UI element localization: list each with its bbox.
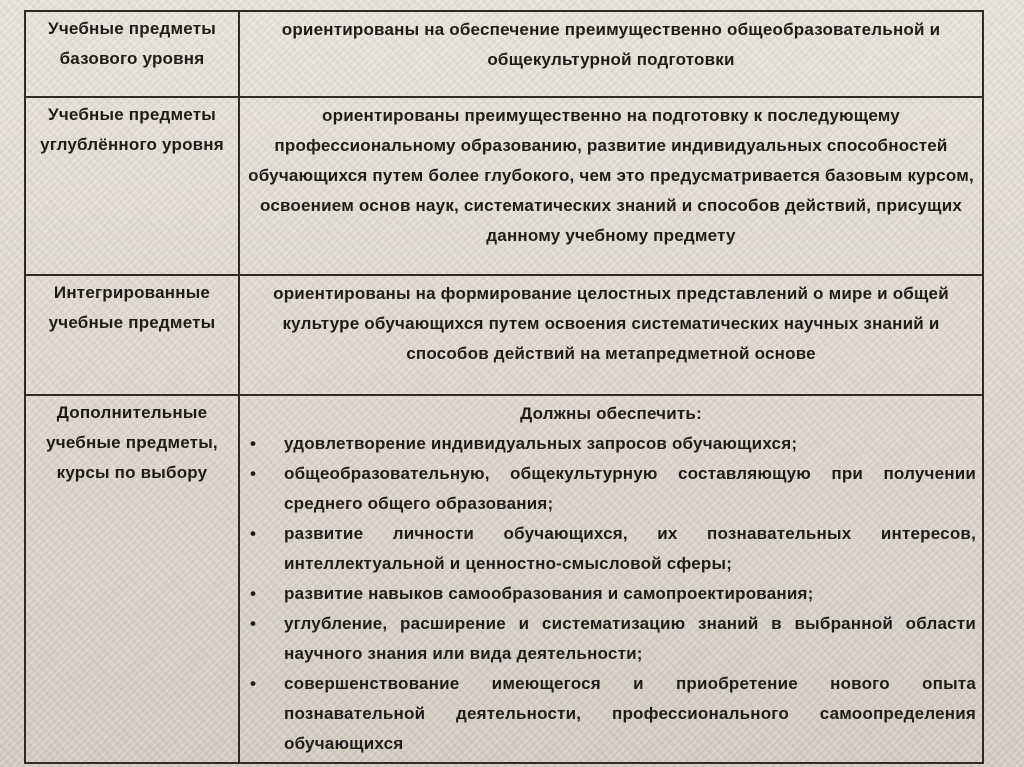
- slide: [24, 10, 976, 767]
- list-item: • развитие навыков самообразования и самопроектирования;: [246, 579, 976, 609]
- table-row: [25, 275, 983, 395]
- row-definition: [239, 275, 983, 395]
- list-item: • удовлетворение индивидуальных запросов обучающихся;: [246, 429, 976, 459]
- row-term-text: Дополнительные учебные предметы, курсы по выбору: [46, 403, 218, 482]
- row-term: [25, 97, 239, 275]
- table-row: [25, 395, 983, 763]
- row-definition-text: ориентированы преимущественно на подготовку к последующему профессиональному образованию, развитие индивидуальных способностей обучающихся путем более глубокого, чем это предусматривается базовым курсом, освоением основ наук, систематических знаний и способов действий, присущих данному учебному предмету: [248, 106, 974, 245]
- row-term: [25, 11, 239, 97]
- row-definition: [239, 395, 983, 763]
- row-definition: [239, 11, 983, 97]
- row-term-text: Учебные предметы углублённого уровня: [40, 105, 224, 154]
- row-definition-text: ориентированы на обеспечение преимущественно общеобразовательной и общекультурной подготовки: [281, 20, 941, 69]
- content-table: [24, 10, 984, 764]
- row-term-text: Учебные предметы базового уровня: [48, 19, 216, 68]
- row-term: [25, 395, 239, 763]
- row-term: [25, 275, 239, 395]
- table-row: [25, 11, 983, 97]
- row-term-text: Интегрированные учебные предметы: [48, 283, 216, 332]
- row-definition-text: ориентированы на формирование целостных представлений о мире и общей культуре обучающихся путем освоения систематических научных знаний и способов действий на метапредметной основе: [273, 284, 949, 363]
- list-item: • общеобразовательную, общекультурную составляющую при получении среднего общего образования;: [246, 459, 976, 519]
- list-item: • развитие личности обучающихся, их познавательных интересов, интеллектуальной и ценностно-смысловой сферы;: [246, 519, 976, 579]
- table-row: [25, 97, 983, 275]
- requirements-list: [246, 429, 976, 759]
- row-definition: [239, 97, 983, 275]
- list-item: • углубление, расширение и систематизацию знаний в выбранной области научного знания или вида деятельности;: [246, 609, 976, 669]
- list-item: • совершенствование имеющегося и приобретение нового опыта познавательной деятельности, профессионального самоопределения обучающихся: [246, 669, 976, 759]
- requirements-heading: Должны обеспечить:: [520, 404, 702, 423]
